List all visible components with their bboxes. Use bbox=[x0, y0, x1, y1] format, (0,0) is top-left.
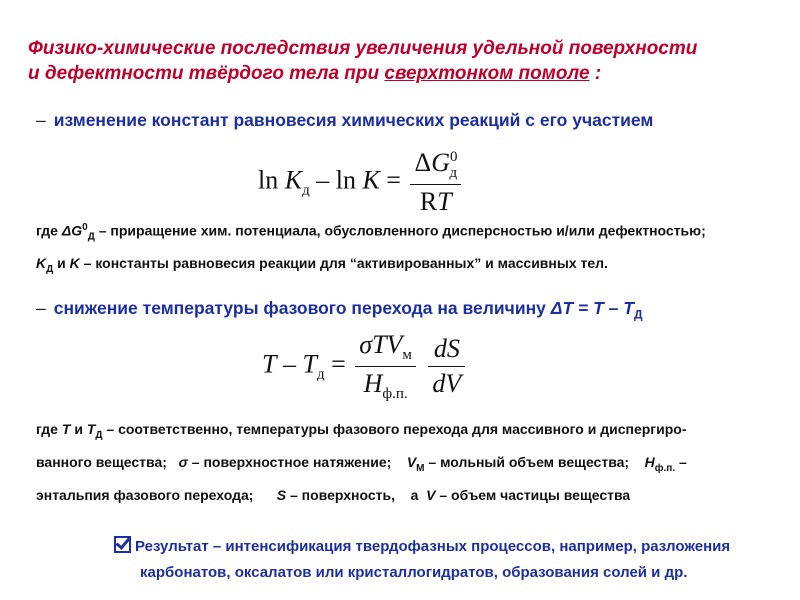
note-symbol: V bbox=[426, 486, 436, 503]
formula-t: T bbox=[262, 349, 277, 379]
bullet-text: изменение констант равновесия химических реакций с его участием bbox=[53, 110, 654, 130]
formula-sub: д bbox=[449, 165, 458, 181]
bullet-equilibrium-constants bbox=[36, 110, 653, 131]
note-symbol: K bbox=[69, 255, 80, 272]
note-line bbox=[36, 449, 776, 482]
formula-sub: д bbox=[316, 366, 325, 383]
note-sub: Д bbox=[46, 264, 54, 276]
bullet-formula-sub: Д bbox=[633, 307, 643, 322]
result-line2: карбонатов, оксалатов или кристаллогидратов, образования солей и др. bbox=[140, 564, 688, 581]
fraction-denominator bbox=[410, 185, 461, 217]
bullet-dash: – bbox=[36, 298, 46, 318]
note-sub: Д bbox=[87, 231, 95, 243]
note-sub: ф.п. bbox=[654, 462, 676, 474]
note-line bbox=[36, 214, 776, 250]
formula-ln: ln bbox=[258, 165, 279, 195]
note-symbol: T bbox=[61, 421, 71, 437]
note-text: – объем частицы вещества bbox=[435, 486, 631, 503]
formula-minus: – bbox=[316, 165, 330, 195]
note-text: и bbox=[53, 255, 70, 272]
formula-k: K bbox=[362, 165, 380, 195]
bullet-dash: – bbox=[36, 110, 46, 130]
note-text: где bbox=[36, 222, 62, 239]
note-line bbox=[36, 482, 776, 509]
formula-t: T bbox=[302, 349, 317, 379]
note-sup: 0 bbox=[82, 222, 88, 233]
note-symbol: K bbox=[36, 255, 47, 272]
formula-r: R bbox=[419, 187, 438, 216]
formula-derivative bbox=[428, 334, 465, 399]
fraction-denominator bbox=[355, 367, 416, 403]
formula-sub: м bbox=[402, 347, 412, 363]
note-phase-transition bbox=[36, 416, 776, 509]
note-text: – поверхностное натяжение; bbox=[187, 453, 407, 470]
fraction-numerator bbox=[355, 330, 416, 367]
result-line1: Результат – интенсификация твердофазных процессов, например, разложения bbox=[135, 538, 731, 555]
formula-equals: = bbox=[386, 165, 401, 195]
note-text: где bbox=[36, 421, 62, 437]
note-sub: М bbox=[416, 462, 425, 474]
title-highlight: сверхтонком помоле bbox=[384, 63, 590, 84]
note-symbol: S bbox=[276, 486, 287, 503]
formula-phase-transition bbox=[262, 330, 468, 403]
formula-k: K bbox=[284, 165, 303, 195]
slide-title bbox=[28, 36, 778, 86]
formula-sup: 0 bbox=[449, 149, 458, 165]
formula-minus: – bbox=[282, 349, 296, 379]
formula-ds: dS bbox=[433, 334, 460, 363]
formula-ln: ln bbox=[335, 165, 356, 195]
fraction-numerator bbox=[428, 334, 465, 367]
note-symbol: ΔG bbox=[61, 222, 83, 239]
note-text: – приращение хим. потенциала, обусловленного дисперсностью и/или дефектностью; bbox=[94, 222, 706, 239]
formula-sub: ф.п. bbox=[382, 386, 408, 402]
note-text: – поверхность, а bbox=[286, 486, 427, 503]
title-line1: Физико-химические последствия увеличения удельной поверхности bbox=[28, 38, 698, 59]
note-text: – соответственно, температуры фазового перехода для массивного и диспергиро- bbox=[102, 421, 687, 437]
note-symbol: H bbox=[644, 453, 655, 470]
note-text: – bbox=[675, 453, 687, 470]
note-text: – мольный объем вещества; bbox=[424, 453, 645, 470]
note-symbol: V bbox=[406, 453, 417, 470]
delta-symbol: Δ bbox=[414, 148, 432, 177]
title-line2-suffix: : bbox=[589, 63, 602, 84]
note-text: ванного вещества; bbox=[36, 453, 179, 470]
formula-g: G bbox=[431, 148, 450, 177]
formula-equals: = bbox=[331, 349, 346, 379]
fraction-numerator bbox=[410, 148, 461, 185]
bullet-phase-transition bbox=[36, 298, 643, 322]
note-text: – константы равновесия реакции для “активированных” и массивных тел. bbox=[79, 255, 608, 272]
note-symbol: T bbox=[86, 421, 96, 437]
note-line bbox=[36, 250, 776, 283]
formula-sub: д bbox=[302, 182, 310, 199]
formula-fraction bbox=[410, 148, 461, 217]
note-text: и bbox=[70, 421, 87, 437]
formula-dv: dV bbox=[432, 369, 462, 398]
fraction-denominator bbox=[428, 367, 465, 399]
title-line2 bbox=[28, 61, 778, 86]
bullet-formula: ΔT = T – T bbox=[550, 298, 634, 318]
formula-t: T bbox=[437, 187, 452, 216]
result-conclusion bbox=[114, 534, 774, 586]
title-line2-prefix: и дефектности твёрдого тела при bbox=[28, 63, 385, 84]
formula-tv: TV bbox=[372, 330, 403, 359]
sigma-symbol: σ bbox=[359, 330, 373, 359]
bullet-text: снижение температуры фазового перехода на величину bbox=[53, 298, 551, 318]
formula-fraction bbox=[355, 330, 416, 403]
note-text: энтальпия фазового перехода; bbox=[36, 486, 277, 503]
sigma-symbol: σ bbox=[178, 453, 188, 470]
note-sub: Д bbox=[95, 429, 103, 441]
note-equilibrium bbox=[36, 214, 776, 283]
note-line bbox=[36, 416, 776, 449]
formula-h: H bbox=[363, 369, 383, 398]
checkbox-icon bbox=[114, 536, 131, 553]
formula-equilibrium bbox=[258, 148, 464, 217]
